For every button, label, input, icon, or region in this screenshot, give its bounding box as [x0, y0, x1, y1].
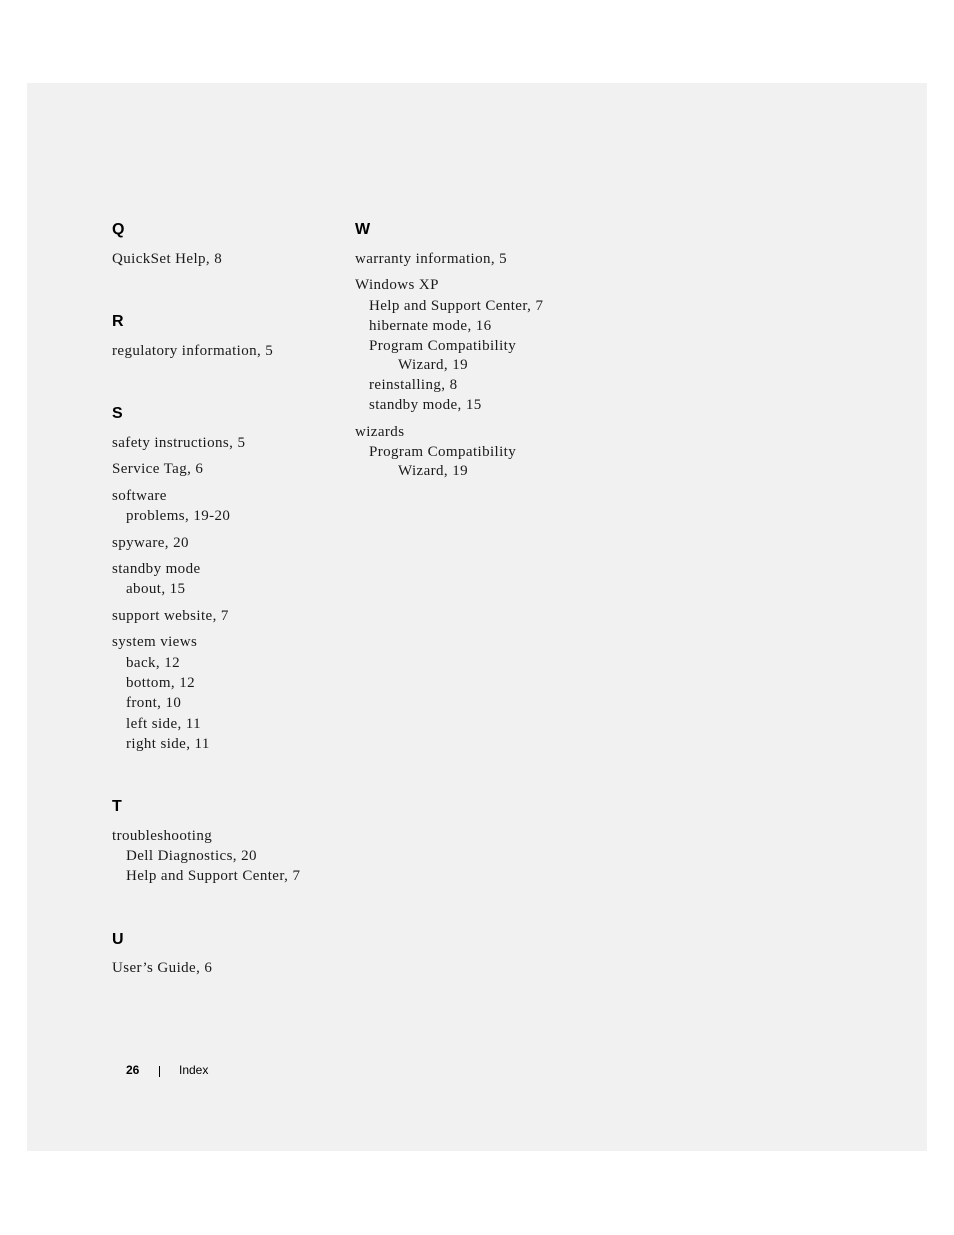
index-subentry-continuation: Wizard, 19 — [398, 357, 469, 373]
index-entry: standby mode — [112, 561, 201, 577]
index-entry: spyware, 20 — [112, 535, 189, 551]
index-subentry: Dell Diagnostics, 20 — [126, 848, 257, 864]
index-subentry: about, 15 — [126, 581, 186, 597]
footer-divider — [159, 1066, 160, 1077]
index-subentry: Program Compatibility — [369, 338, 517, 354]
index-subentry: standby mode, 15 — [369, 397, 482, 413]
index-entry: support website, 7 — [112, 608, 229, 624]
index-entry: software — [112, 488, 167, 504]
index-entry: wizards — [355, 424, 405, 440]
index-subentry-continuation: Wizard, 19 — [398, 463, 469, 479]
section-heading-r: R — [112, 313, 124, 330]
index-subentry: front, 10 — [126, 695, 182, 711]
section-heading-u: U — [112, 931, 124, 948]
index-subentry: problems, 19-20 — [126, 508, 231, 524]
index-entry: troubleshooting — [112, 828, 213, 844]
index-entry: QuickSet Help, 8 — [112, 251, 223, 267]
index-subentry: hibernate mode, 16 — [369, 318, 492, 334]
index-entry: safety instructions, 5 — [112, 435, 246, 451]
section-heading-q: Q — [112, 221, 125, 238]
index-subentry: reinstalling, 8 — [369, 377, 458, 393]
index-entry: warranty information, 5 — [355, 251, 508, 267]
section-heading-t: T — [112, 798, 122, 815]
index-subentry: bottom, 12 — [126, 675, 196, 691]
index-entry: system views — [112, 634, 198, 650]
footer-section-label: Index — [179, 1063, 209, 1077]
index-entry: User’s Guide, 6 — [112, 960, 213, 976]
section-heading-s: S — [112, 405, 123, 422]
index-subentry: back, 12 — [126, 655, 181, 671]
index-entry: Windows XP — [355, 277, 439, 293]
index-subentry: right side, 11 — [126, 736, 210, 752]
index-subentry: left side, 11 — [126, 716, 202, 732]
section-heading-w: W — [355, 221, 371, 238]
index-subentry: Help and Support Center, 7 — [369, 298, 544, 314]
index-subentry: Program Compatibility — [369, 444, 517, 460]
index-subentry: Help and Support Center, 7 — [126, 868, 301, 884]
index-entry: Service Tag, 6 — [112, 461, 204, 477]
index-entry: regulatory information, 5 — [112, 343, 274, 359]
page-number: 26 — [126, 1063, 140, 1077]
